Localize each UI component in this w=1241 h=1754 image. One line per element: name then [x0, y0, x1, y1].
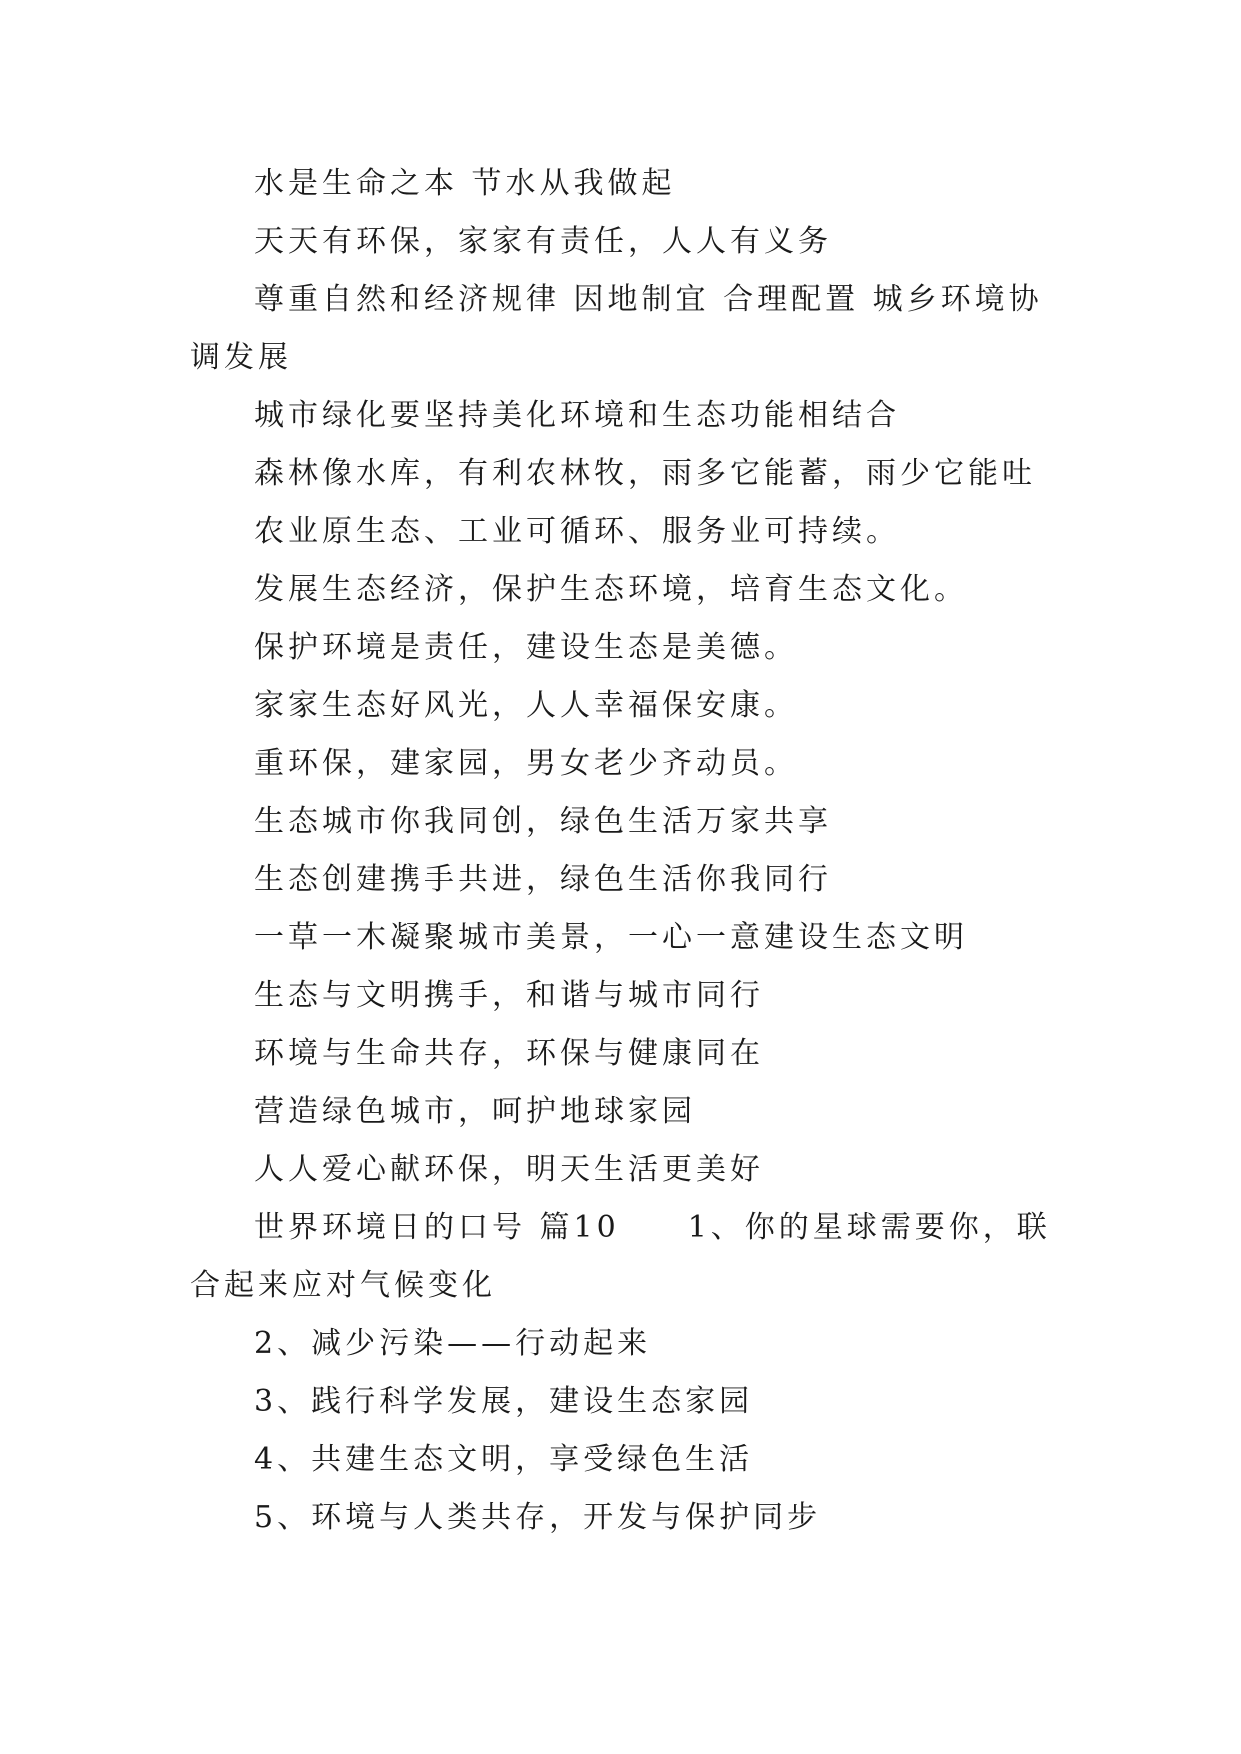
paragraph: 生态创建携手共进，绿色生活你我同行: [254, 862, 832, 897]
paragraph: 城市绿化要坚持美化环境和生态功能相结合: [254, 398, 900, 433]
paragraph: 3、践行科学发展，建设生态家园: [254, 1384, 754, 1419]
paragraph: 保护环境是责任，建设生态是美德。: [254, 630, 798, 665]
paragraph: 家家生态好风光，人人幸福保安康。: [254, 688, 798, 723]
document-body: [190, 155, 1058, 1547]
paragraph: 发展生态经济，保护生态环境，培育生态文化。: [254, 572, 968, 607]
paragraph: 生态与文明携手，和谐与城市同行: [254, 978, 764, 1013]
paragraph: 营造绿色城市，呵护地球家园: [254, 1094, 696, 1129]
paragraph: 5、环境与人类共存，开发与保护同步: [254, 1500, 822, 1535]
paragraph: 一草一木凝聚城市美景，一心一意建设生态文明: [254, 920, 968, 955]
paragraph: 生态城市你我同创，绿色生活万家共享: [254, 804, 832, 839]
paragraph: 农业原生态、工业可循环、服务业可持续。: [254, 514, 900, 549]
paragraph: 天天有环保，家家有责任，人人有义务: [254, 224, 832, 259]
paragraph: 环境与生命共存，环保与健康同在: [254, 1036, 764, 1071]
paragraph: 重环保，建家园，男女老少齐动员。: [254, 746, 798, 781]
paragraph: 2、减少污染——行动起来: [254, 1326, 652, 1361]
paragraph: 水是生命之本 节水从我做起: [254, 166, 676, 201]
paragraph: 人人爱心献环保，明天生活更美好: [254, 1152, 764, 1187]
paragraph: 世界环境日的口号 篇10 1、你的星球需要你，联合起来应对气候变化: [190, 1210, 1051, 1303]
paragraph: 森林像水库，有利农林牧，雨多它能蓄，雨少它能吐: [254, 456, 1036, 491]
paragraph: 尊重自然和经济规律 因地制宜 合理配置 城乡环境协调发展: [190, 282, 1043, 375]
paragraph: 4、共建生态文明，享受绿色生活: [254, 1442, 754, 1477]
